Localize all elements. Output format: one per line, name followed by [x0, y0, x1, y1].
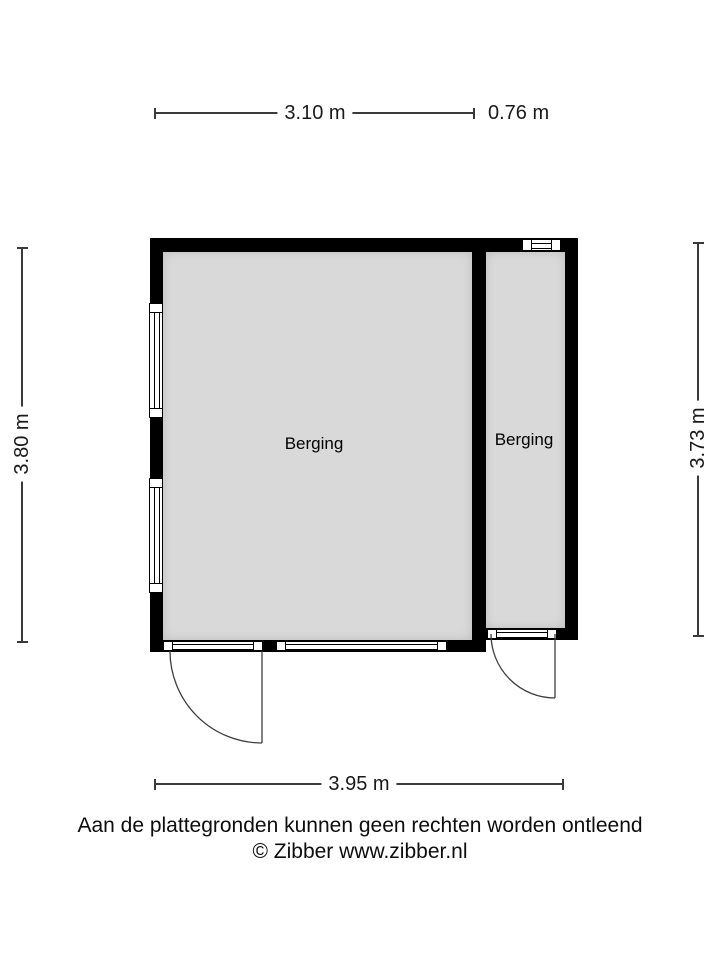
wall-top — [150, 238, 578, 252]
window-cap — [276, 641, 286, 651]
window-pane — [284, 644, 439, 650]
dim-label-left: 3.80 m — [9, 406, 35, 481]
window-pane — [154, 311, 160, 410]
threshold-pane — [495, 632, 549, 638]
wall-divider — [472, 238, 486, 652]
window-cap — [149, 478, 163, 488]
door-threshold-left-room — [163, 641, 263, 651]
dim-label-top-main: 3.10 m — [277, 100, 352, 126]
door-arc-left — [170, 651, 262, 743]
wall-right — [565, 238, 578, 640]
window-cap — [149, 303, 163, 313]
window-pane — [154, 486, 160, 585]
dim-label-bottom: 3.95 m — [321, 771, 396, 797]
threshold-cap — [547, 629, 557, 639]
room-label-right: Berging — [494, 430, 554, 449]
window-top-right-room — [522, 239, 561, 251]
threshold-cap — [487, 629, 497, 639]
door-threshold-right-room — [487, 629, 557, 639]
window-pane — [530, 243, 553, 249]
door-arc-right — [491, 634, 555, 698]
dim-tick — [562, 779, 564, 790]
window-cap — [149, 583, 163, 593]
threshold-pane — [171, 644, 255, 650]
dim-label-right: 3.73 m — [685, 400, 711, 475]
window-cap — [551, 239, 561, 251]
dim-tick — [17, 641, 28, 643]
footer-disclaimer: Aan de plattegronden kunnen geen rechten worden ontleend — [77, 814, 643, 837]
window-cap — [522, 239, 532, 251]
window-cap — [149, 408, 163, 418]
footer-copyright: © Zibber www.zibber.nl — [252, 840, 468, 863]
dim-tick — [693, 635, 704, 637]
dim-label-top-secondary: 0.76 m — [488, 102, 550, 124]
window-left-upper — [149, 303, 163, 418]
window-bottom-left-room — [276, 641, 447, 651]
dim-tick — [473, 108, 475, 119]
window-cap — [437, 641, 447, 651]
window-left-lower — [149, 478, 163, 593]
threshold-cap — [163, 641, 173, 651]
threshold-cap — [253, 641, 263, 651]
room-label-left: Berging — [284, 434, 344, 453]
